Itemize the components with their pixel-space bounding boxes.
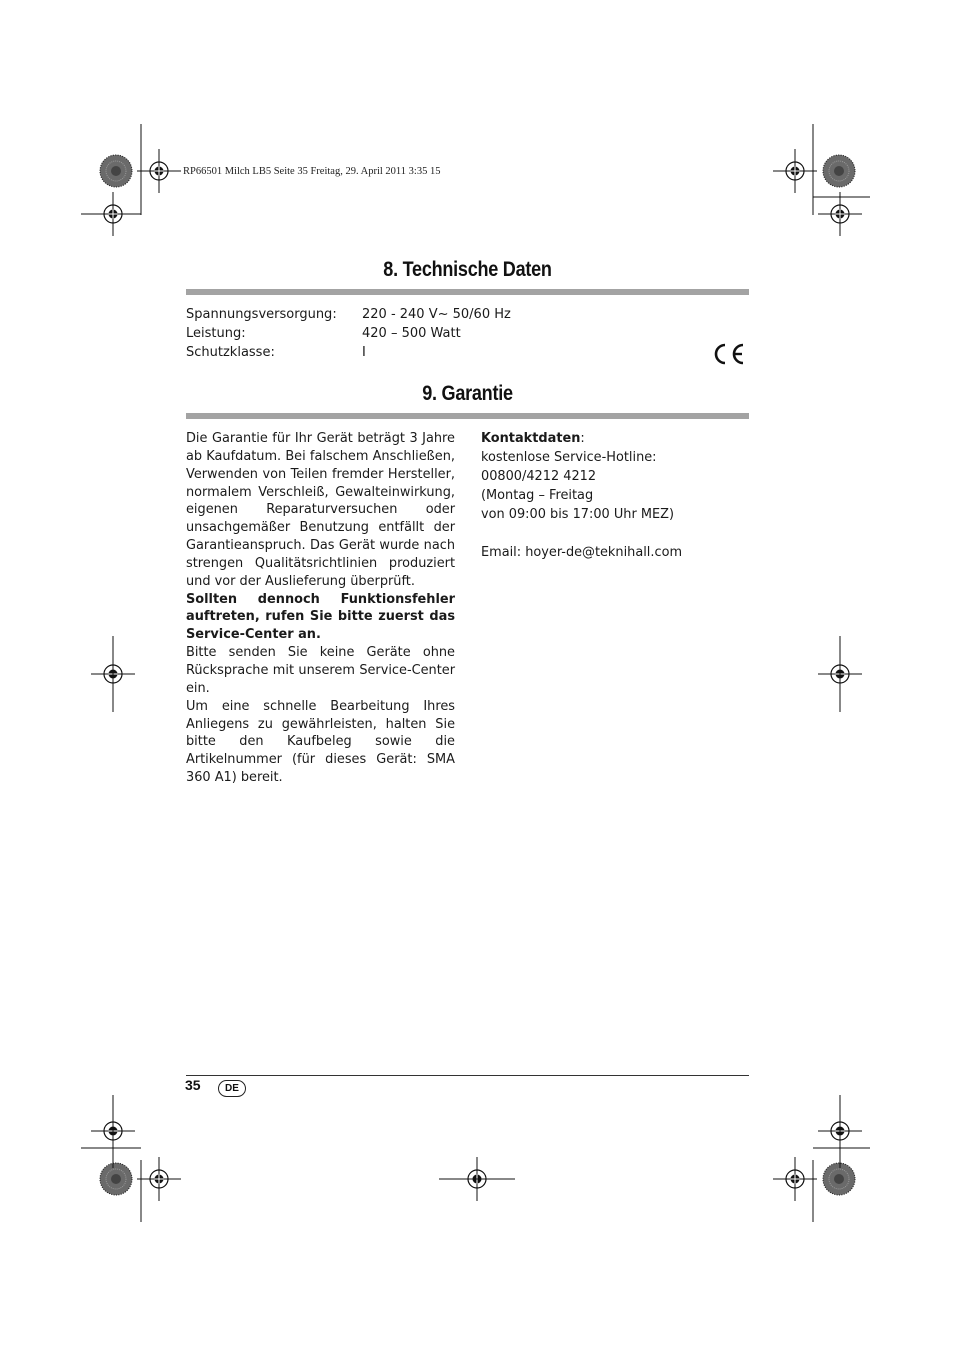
contact-spacer (481, 524, 751, 543)
technical-data-rule (186, 289, 749, 295)
warranty-paragraph-no-return: Bitte senden Sie keine Geräte ohne Rücksprache mit unserem Service-Center ein. (186, 645, 455, 696)
print-header: RP66501 Milch LB5 Seite 35 Freitag, 29. April 2011 3:35 15 (183, 166, 441, 177)
spec-label-power: Leistung: (186, 326, 246, 341)
footer-rule (186, 1075, 749, 1076)
warranty-rule (186, 413, 749, 419)
spec-value-protection-class: I (362, 345, 366, 360)
hotline-label: kostenlose Service-Hotline: (481, 450, 657, 465)
spec-label-voltage: Spannungsversorgung: (186, 307, 337, 322)
language-badge: DE (218, 1080, 246, 1097)
hours-line-2: von 09:00 bis 17:00 Uhr MEZ) (481, 507, 674, 522)
warranty-paragraph-receipt: Um eine schnelle Bearbeitung Ihres Anliegens zu gewährleisten, halten Sie bitte den Kaufbeleg sowie die Artikelnummer (für dieses Gerät: SMA 360 A1) bereit. (186, 698, 455, 786)
contact-email: Email: hoyer-de@teknihall.com (481, 545, 683, 560)
hotline-number: 00800/4212 4212 (481, 469, 597, 484)
spec-value-voltage: 220 - 240 V~ 50/60 Hz (362, 307, 511, 322)
hours-line-1: (Montag – Freitag (481, 488, 594, 503)
contact-heading-colon: : (580, 431, 585, 446)
contact-heading: Kontaktdaten (481, 431, 581, 446)
page-number: 35 (185, 1077, 201, 1093)
warranty-paragraph-terms: Die Garantie für Ihr Gerät beträgt 3 Jahre ab Kaufdatum. Bei falschem Anschließen, Verwenden von Teilen fremder Hersteller, normalem Verschleiß, Gewalteinwirkung, eigenen Reparaturversuchen oder unsachgemäßer Benutzung entfällt der Garantieanspruch. Das Gerät wurde nach strengen Qualitätsrichtlinien produziert und vor der Auslieferung überprüft. (186, 431, 455, 589)
warranty-notice-bold: Sollten dennoch Funktionsfehler auftreten, rufen Sie bitte zuerst das Service-Center an. (186, 591, 455, 643)
spec-label-protection-class: Schutzklasse: (186, 345, 275, 360)
ce-mark-icon (711, 342, 745, 366)
warranty-title: 9. Garantie (422, 382, 513, 405)
contact-block (481, 429, 751, 562)
warranty-text-column (186, 430, 455, 787)
contact-heading-line (481, 429, 751, 448)
spec-value-power: 420 – 500 Watt (362, 326, 461, 341)
technical-data-title: 8. Technische Daten (383, 258, 552, 281)
